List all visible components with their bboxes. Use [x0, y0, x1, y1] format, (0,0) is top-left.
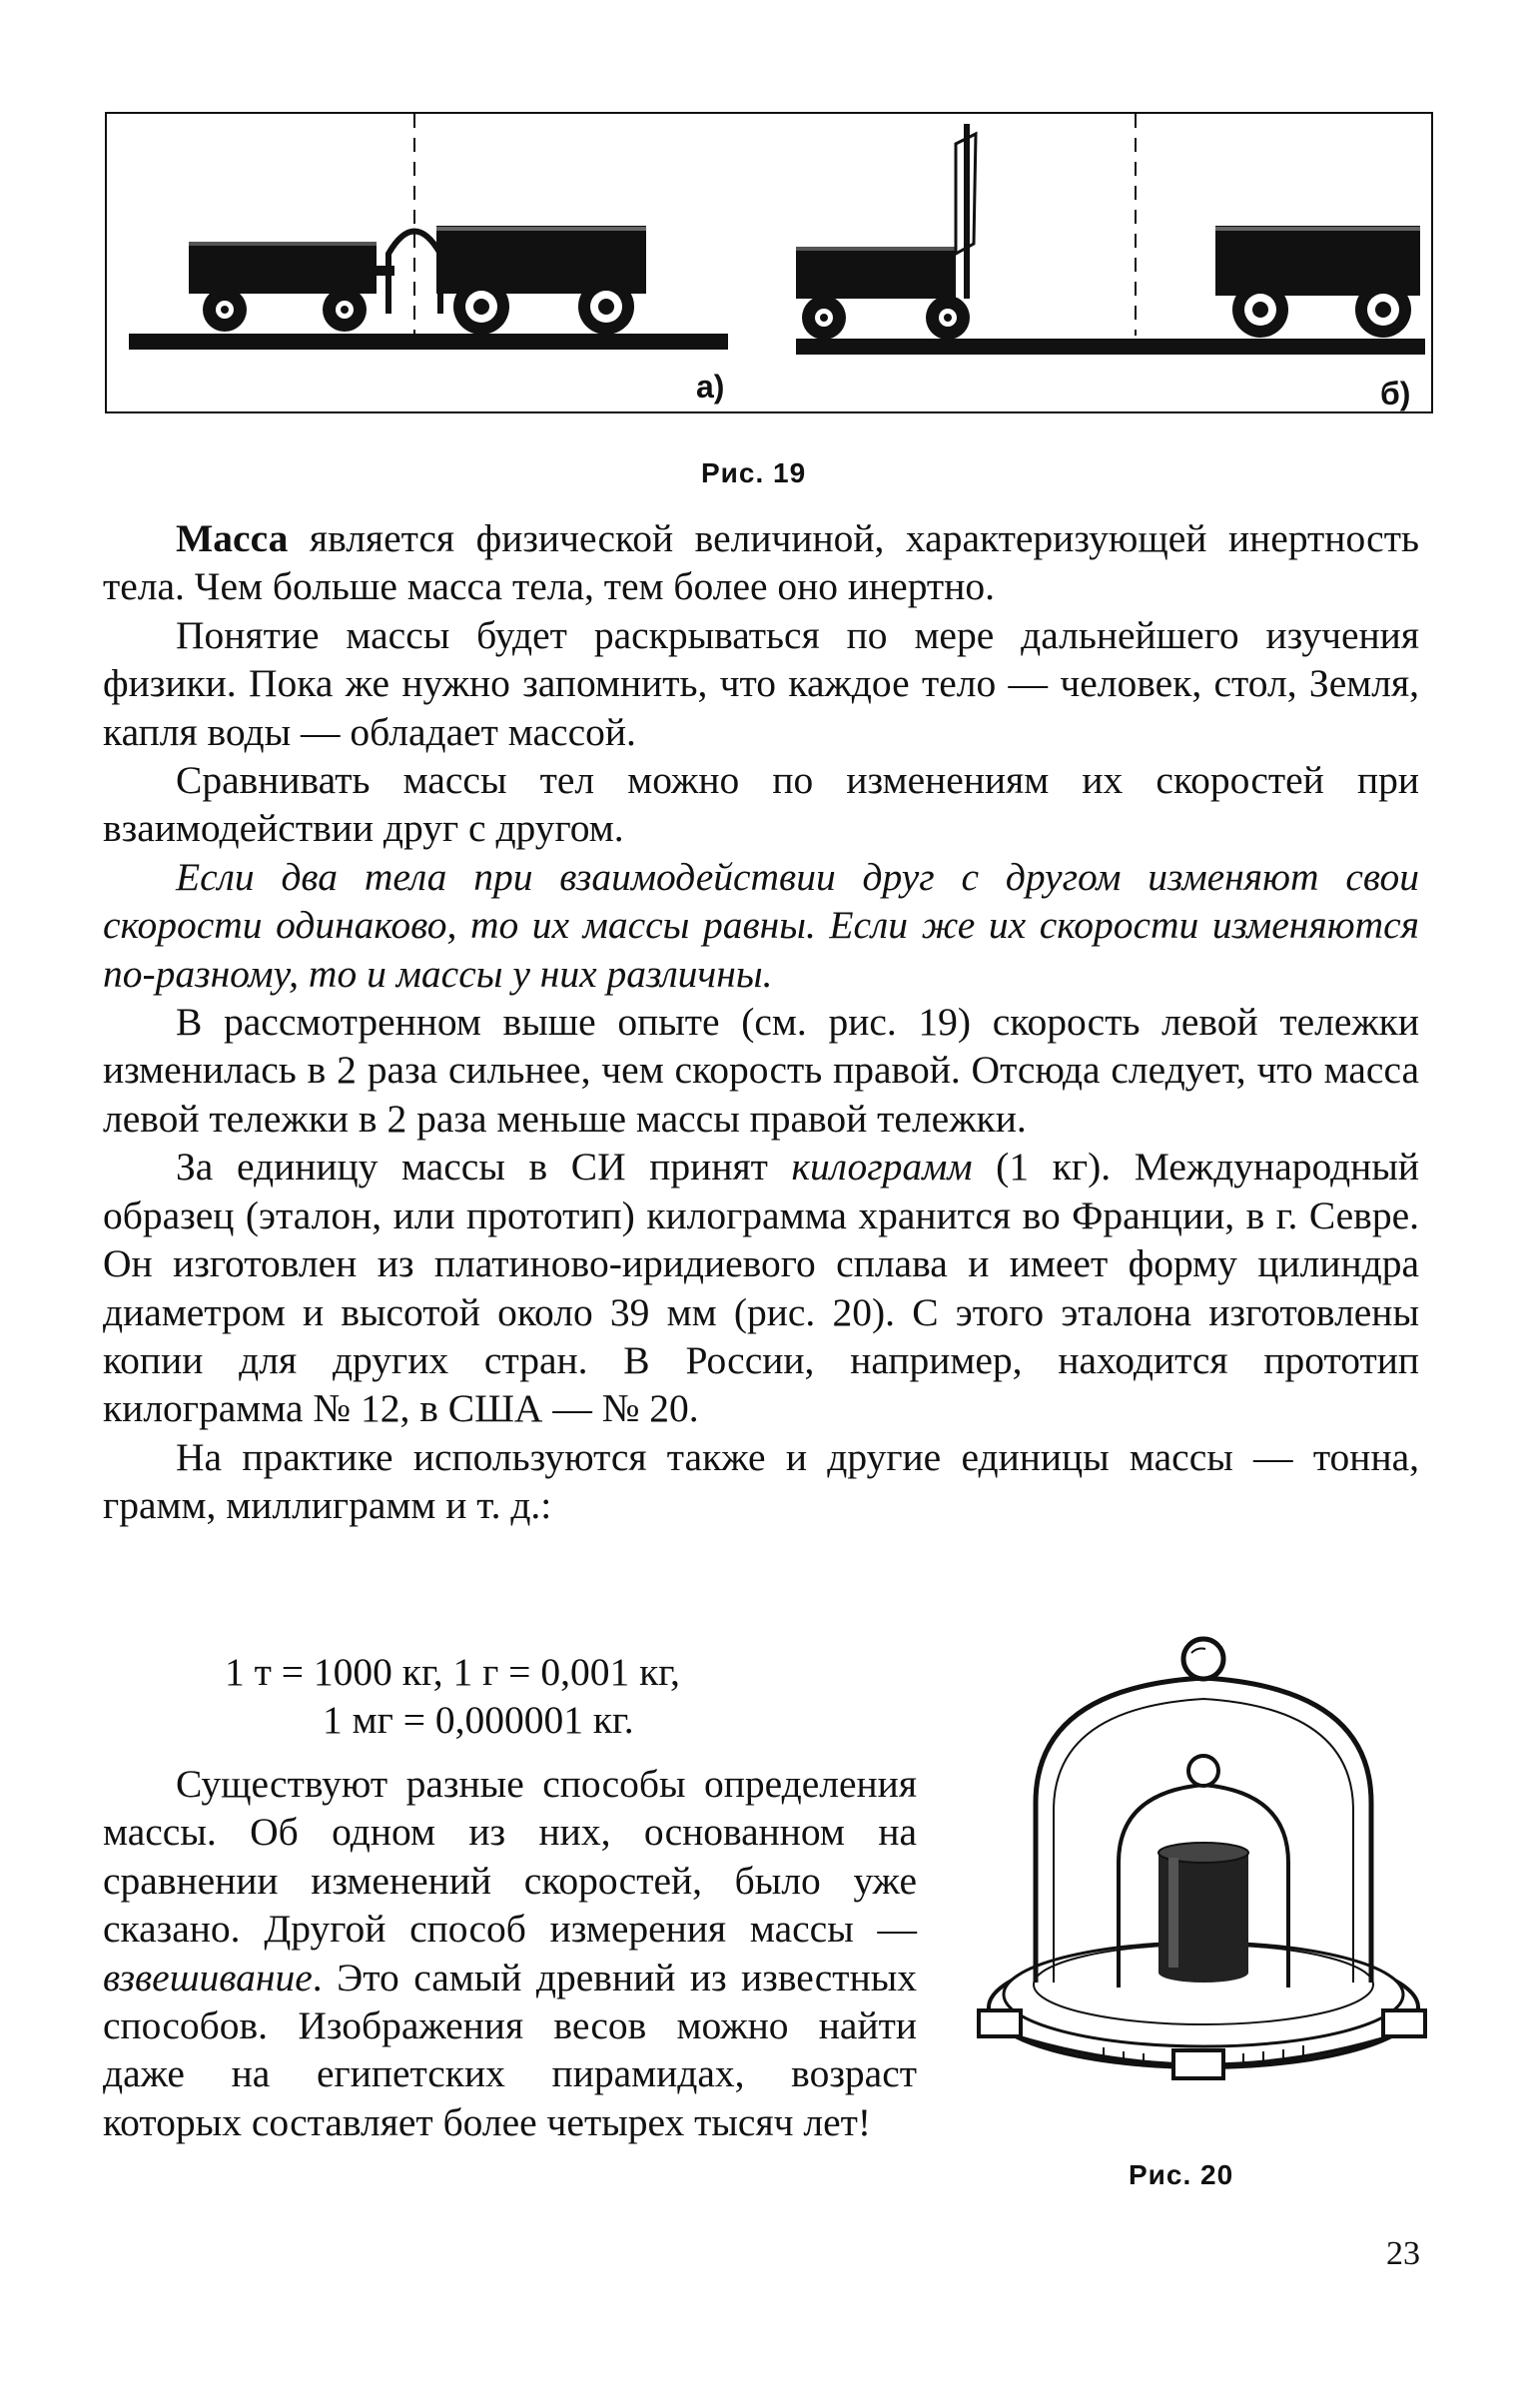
- main-text: [103, 514, 1419, 1530]
- p6-rest: (1 кг). Международный образец (эталон, или прототип) килограмма хранится во Франции, в г. Севре. Он изготовлен из платиново-иридиевого сплава и имеет форму цилиндра диаметром и высотой около 39 мм (рис. 20). С этого эталона изготовлены копии для других стран. В России, например, находится прототип килограмма № 12, в США — № 20.: [103, 1145, 1419, 1431]
- paragraph-1: [103, 514, 1419, 611]
- sub-label-b: б): [1380, 376, 1411, 411]
- paragraph-8: [103, 1760, 917, 2146]
- paragraph-2: Понятие массы будет раскрываться по мере дальнейшего изучения физики. Пока же нужно запомнить, что каждое тело — человек, стол, Земля, капля воды — обладает массой.: [103, 612, 1419, 754]
- paragraph-3: Сравнивать массы тел можно по изменениям их скоростей при взаимодействии друг с другом.: [103, 758, 1419, 851]
- formula-line-2: 1 мг = 0,000001 кг.: [323, 1698, 634, 1742]
- paragraph-5: В рассмотренном выше опыте (см. рис. 19) скорость левой тележки изменилась в 2 раза сильнее, чем скорость правой. Отсюда следует, что масса левой тележки в 2 раза меньше массы правой тележки.: [103, 1000, 1419, 1141]
- figure-19: [105, 112, 1433, 413]
- p8-rest: . Это самый древний из известных способов. Изображения весов можно найти даже на египетских пирамидах, возраст которых составляет более четырех тысяч лет!: [103, 1955, 917, 2144]
- page-number: 23: [1386, 2235, 1420, 2272]
- italic-rule: Если два тела при взаимодействии друг с другом изменяют свои скорости одинаково, то их массы равны. Если же их скорости изменяются по-разному, то и массы у них различны.: [103, 854, 1419, 996]
- paragraph-6: [103, 1143, 1419, 1432]
- p8-start: Существуют разные способы определения массы. Об одном из них, основанном на сравнении изменений скоростей, было уже сказано. Другой способ измерения массы —: [103, 1762, 917, 1952]
- figure-19-caption: Рис. 19: [701, 457, 807, 488]
- term-mass: Масса: [176, 516, 289, 560]
- figure-20: [974, 1633, 1433, 2117]
- formula-line-1: 1 т = 1000 кг, 1 г = 0,001 кг,: [225, 1650, 680, 1694]
- term-kilogram: килограмм: [791, 1145, 973, 1190]
- carts-illustration: [107, 114, 1435, 415]
- term-weighing: взвешивание: [103, 1955, 313, 1999]
- p6-start: За единицу массы в СИ принят: [176, 1145, 792, 1190]
- paragraph-7: На практике используются также и другие единицы массы — тонна, грамм, миллиграмм и т. д.:: [103, 1434, 1419, 1528]
- sub-label-a: а): [696, 369, 725, 404]
- paragraph-1-text: является физической величиной, характеризующей инертность тела. Чем больше масса тела, тем более оно инертно.: [103, 516, 1419, 609]
- paragraph-4-rule: [103, 853, 1419, 998]
- figure-20-caption: Рис. 20: [1129, 2159, 1234, 2190]
- kilogram-prototype-illustration: [974, 1633, 1433, 2112]
